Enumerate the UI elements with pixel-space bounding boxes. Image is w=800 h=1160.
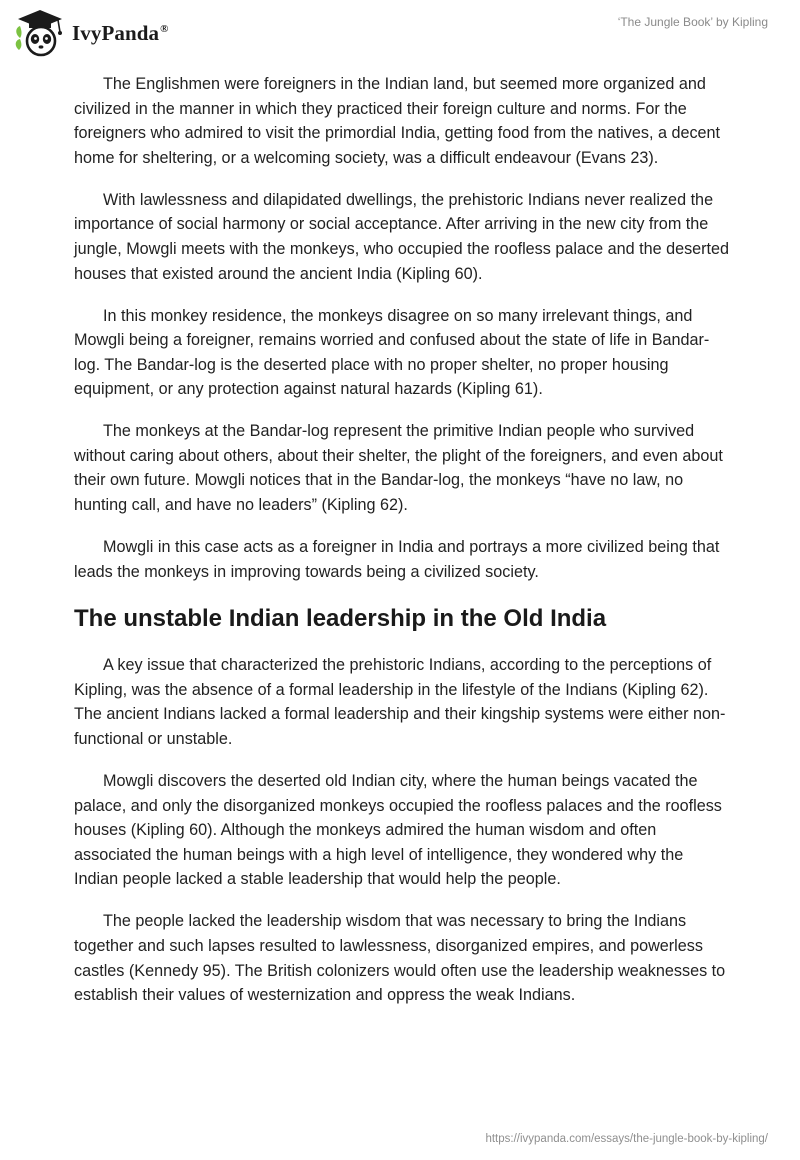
document-title: ‘The Jungle Book’ by Kipling	[617, 15, 768, 29]
source-url[interactable]: https://ivypanda.com/essays/the-jungle-book-by-kipling/	[485, 1133, 768, 1145]
paragraph: The monkeys at the Bandar-log represent the primitive Indian people who survived without caring about others, about their shelter, the plight of the foreigners, and even about their own future. Mowgli notices that in the Bandar-log, the monkeys “have no law, no hunting call, and have no leaders” (Kipling 62).	[74, 422, 723, 515]
essay-body	[74, 72, 730, 1025]
paragraph: The Englishmen were foreigners in the Indian land, but seemed more organized and civilized in the manner in which they practiced their foreign culture and norms. For the foreigners who admired to visit the primordial India, getting food from the natives, a decent home for sheltering, or a welcoming society, was a difficult endeavour (Evans 23).	[74, 75, 721, 167]
paragraph: Mowgli in this case acts as a foreigner in India and portrays a more civilized being that leads the monkeys in improving towards being a civilized society.	[74, 538, 720, 581]
paragraph: A key issue that characterized the prehistoric Indians, according to the perceptions of Kipling, was the absence of a formal leadership in the lifestyle of the Indians (Kipling 62). The ancient Indians lacked a formal leadership and their kingship systems were either non-functional or unstable.	[74, 656, 726, 749]
ivypanda-logo[interactable]	[14, 8, 169, 58]
paragraph: Mowgli discovers the deserted old Indian city, where the human beings vacated the palace, and only the disorganized monkeys occupied the roofless palaces and the roofless houses (Kipling 60). Although the monkeys admired the human wisdom and often associated the human beings with a high level of intelligence, they wondered why the Indian people lacked a stable leadership that would help the people.	[74, 772, 722, 889]
page-header	[0, 0, 800, 70]
paragraph: The people lacked the leadership wisdom that was necessary to bring the Indians together and such lapses resulted to lawlessness, disorganized empires, and powerless castles (Kennedy 95). The British colonizers would often use the leadership weaknesses to establish their values of westernization and oppress the weak Indians.	[74, 912, 726, 1005]
paragraph: In this monkey residence, the monkeys disagree on so many irrelevant things, and Mowgli being a foreigner, remains worried and confused about the state of life in Bandar-log. The Bandar-log is the deserted place with no proper shelter, no proper housing equipment, or any protection against natural hazards (Kipling 61).	[74, 306, 710, 399]
paragraph: With lawlessness and dilapidated dwellings, the prehistoric Indians never realized the importance of social harmony or social acceptance. After arriving in the new city from the jungle, Mowgli meets with the monkeys, who occupied the roofless palace and the deserted houses that existed around the ancient India (Kipling 60).	[74, 190, 730, 283]
section-heading: The unstable Indian leadership in the Old India	[74, 605, 607, 633]
panda-graduate-icon	[14, 8, 66, 58]
brand-name: IvyPanda®	[72, 20, 169, 45]
